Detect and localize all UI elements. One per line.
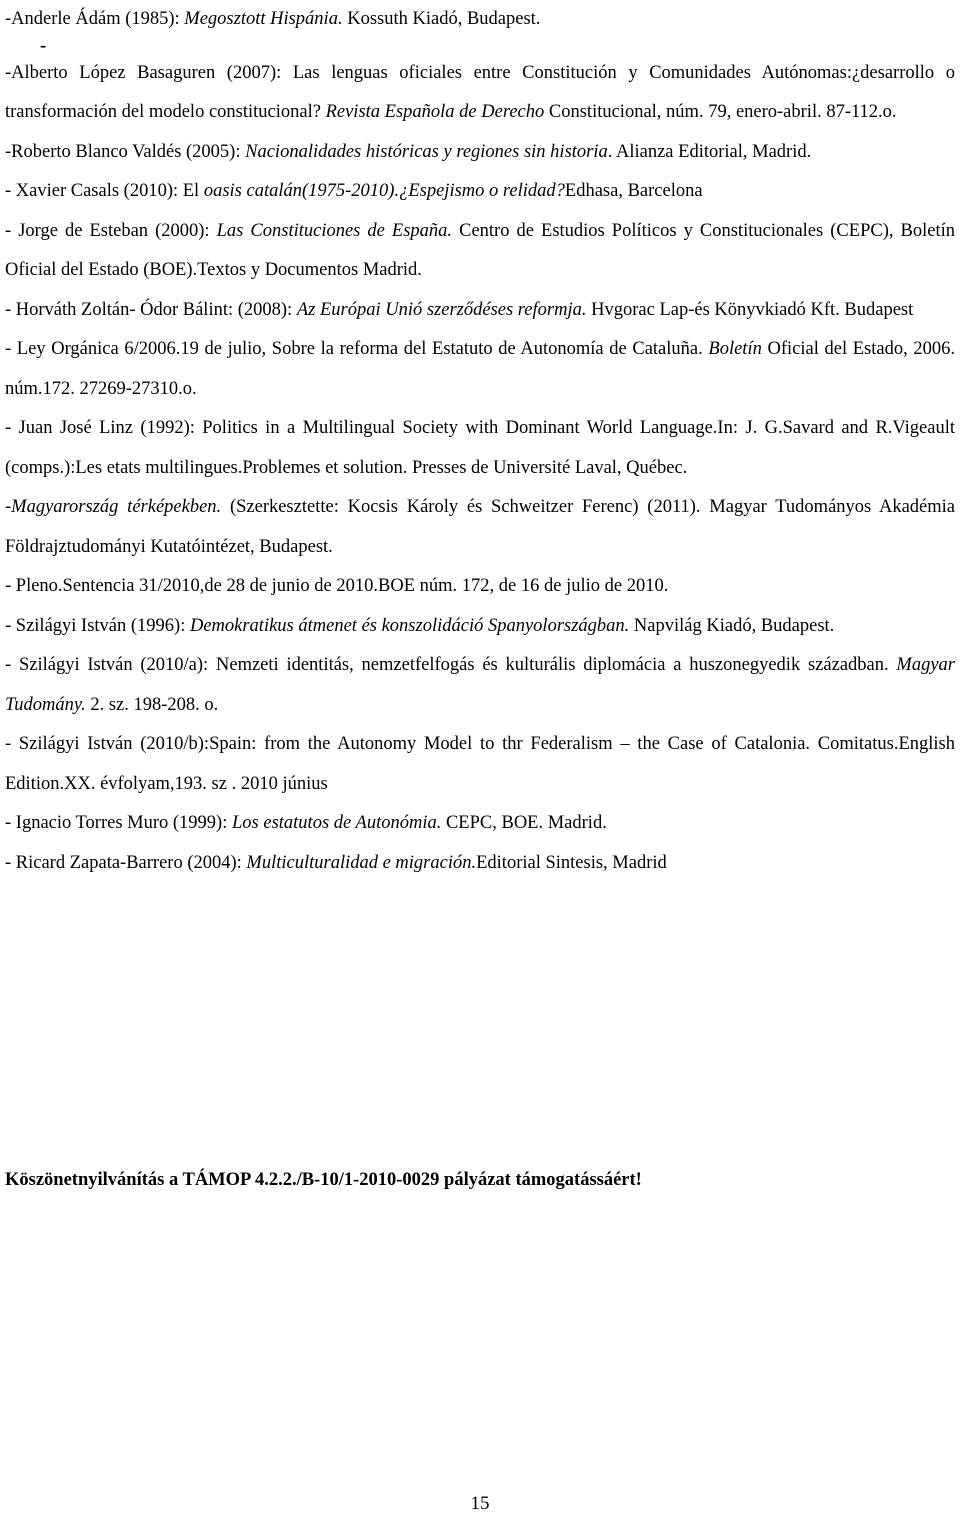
reference-item bbox=[5, 172, 955, 212]
reference-text: Constitucional, núm. 79, enero-abril. 87-112.o. bbox=[544, 102, 897, 122]
reference-text: - Horváth Zoltán- Ódor Bálint: (2008): bbox=[5, 299, 297, 320]
reference-text: 2. sz. 198-208. o. bbox=[85, 694, 219, 715]
reference-text: -Roberto Blanco Valdés (2005): bbox=[5, 141, 246, 162]
reference-text: (Szerkesztette: Kocsis Károly és Schweitzer Ferenc) (2011). Magyar Tudományos Akadémia Földrajztudományi Kutatóintézet, Budapest. bbox=[5, 497, 956, 557]
reference-item bbox=[5, 844, 955, 884]
reference-text: - Juan José Linz (1992): Politics in a Multilingual Society with Dominant World Language.In: J. G.Savard and R.Vigeault (comps.):Les etats multilingues.Problemes et solution. Presses de Université Laval, Québec. bbox=[5, 418, 955, 478]
acknowledgement: Köszönetnyilvánítás a TÁMOP 4.2.2./B-10/1-2010-0029 pályázat támogatássáért! bbox=[5, 1170, 642, 1190]
reference-text: - Ricard Zapata-Barrero (2004): bbox=[5, 852, 247, 873]
reference-item bbox=[5, 725, 955, 804]
reference-text: Kossuth Kiadó, Budapest. bbox=[342, 9, 541, 29]
reference-item bbox=[5, 212, 955, 291]
reference-item bbox=[5, 646, 955, 725]
reference-text: Editorial Sintesis, Madrid bbox=[476, 852, 667, 873]
reference-item bbox=[5, 291, 955, 331]
reference-italic-text: Megosztott Hispánia. bbox=[184, 9, 343, 29]
reference-italic-text: Demokratikus átmenet és konszolidáció Spanyolországban. bbox=[189, 615, 630, 636]
reference-text: . Alianza Editorial, Madrid. bbox=[607, 141, 812, 162]
reference-text: Edhasa, Barcelona bbox=[564, 181, 703, 201]
reference-italic-text: Boletín bbox=[708, 339, 762, 359]
reference-text: - Ignacio Torres Muro (1999): bbox=[5, 813, 232, 833]
reference-text: CEPC, BOE. Madrid. bbox=[441, 813, 607, 833]
stray-dash: - bbox=[40, 35, 47, 56]
reference-item bbox=[5, 488, 955, 567]
reference-italic-text: Nacionalidades históricas y regiones sin historia bbox=[245, 141, 608, 162]
reference-italic-text: Las Constituciones de España. bbox=[216, 220, 453, 241]
page-number: 15 bbox=[470, 1493, 490, 1514]
reference-italic-text: oasis catalán(1975-2010).¿Espejismo o relidad? bbox=[203, 181, 565, 201]
reference-item bbox=[5, 607, 955, 647]
reference-text: - Szilágyi István (1996): bbox=[5, 615, 190, 636]
reference-text: - Pleno.Sentencia 31/2010,de 28 de junio de 2010.BOE núm. 172, de 16 de julio de 2010. bbox=[5, 576, 669, 596]
reference-text: - Ley Orgánica 6/2006.19 de julio, Sobre la reforma del Estatuto de Autonomía de Cataluña. bbox=[5, 339, 709, 359]
reference-item bbox=[5, 409, 955, 488]
reference-text: Centro de Estudios Políticos y Constitucionales (CEPC), Boletín Oficial del Estado (BOE).Textos y Documentos Madrid. bbox=[5, 220, 955, 280]
reference-list bbox=[5, 0, 955, 883]
reference-italic-text: Multiculturalidad e migración. bbox=[246, 852, 477, 873]
reference-text: - Szilágyi István (2010/b):Spain: from the Autonomy Model to thr Federalism – the Case of Catalonia. Comitatus.English Edition.XX. évfolyam,193. sz . 2010 június bbox=[5, 734, 955, 794]
reference-text: -Alberto López Basaguren (2007): Las lenguas oficiales entre Constitución y Comunidades Autónomas:¿desarrollo o transformación del modelo constitucional? bbox=[5, 62, 955, 122]
reference-text: - Szilágyi István (2010/a): Nemzeti identitás, nemzetfelfogás és kulturális diplomácia a huszonegyedik században. bbox=[5, 655, 897, 675]
reference-italic-text: Az Európai Unió szerződéses reformja. bbox=[296, 299, 587, 320]
reference-item bbox=[5, 54, 955, 133]
reference-text: Hvgorac Lap-és Könyvkiadó Kft. Budapest bbox=[586, 299, 914, 320]
reference-text: -Anderle Ádám (1985): bbox=[5, 9, 185, 29]
reference-item bbox=[5, 0, 955, 40]
reference-text: - bbox=[5, 497, 12, 517]
reference-item bbox=[5, 133, 955, 173]
reference-text: Napvilág Kiadó, Budapest. bbox=[629, 615, 835, 636]
reference-text: - Jorge de Esteban (2000): bbox=[5, 220, 217, 241]
reference-italic-text: Los estatutos de Autonómia. bbox=[232, 813, 442, 833]
reference-italic-text: Magyarország térképekben. bbox=[11, 497, 222, 517]
reference-item bbox=[5, 330, 955, 409]
reference-item bbox=[5, 804, 955, 844]
reference-text: Oficial del Estado, 2006. núm.172. 27269-27310.o. bbox=[5, 339, 955, 399]
reference-item bbox=[5, 567, 955, 607]
reference-italic-text: Revista Española de Derecho bbox=[325, 102, 545, 122]
reference-italic-text: Magyar Tudomány. bbox=[5, 655, 955, 715]
reference-text: - Xavier Casals (2010): El bbox=[5, 181, 204, 201]
